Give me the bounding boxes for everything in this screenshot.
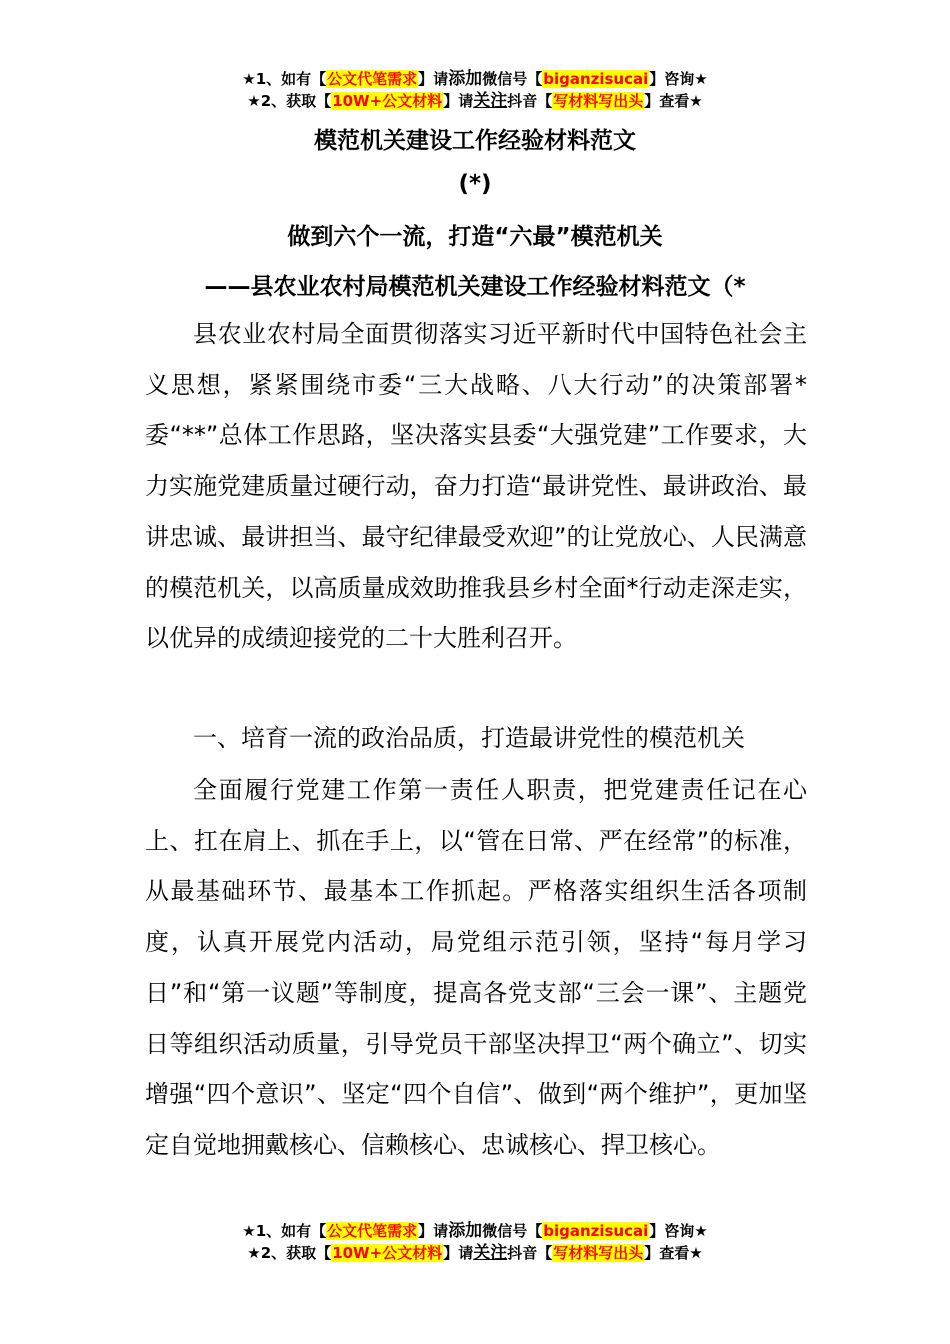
banner-line-1 <box>0 68 950 90</box>
document-number: (*) <box>458 171 492 197</box>
banner-text: 抖音【 <box>507 92 553 110</box>
banner-highlight: biganzisucai <box>543 70 649 88</box>
intro-paragraph: 县农业农村局全面贯彻落实习近平新时代中国特色社会主义思想，紧紧围绕市委“三大战略、八大行动”的决策部署*委“**”总体工作思路，坚决落实县委“大强党建”工作要求，大力实施党建质量过硬行动，奋力打造“最讲党性、最讲政治、最讲忠诚、最讲担当、最守纪律最受欢迎”的让党放心、人民满意的模范机关，以高质量成效助推我县乡村全面*行动走深走实，以优异的成绩迎接党的二十大胜利召开。 <box>145 320 807 653</box>
banner-line-2 <box>0 1242 950 1264</box>
banner-text: 】查看★ <box>644 92 703 110</box>
banner-text: 抖音【 <box>507 1244 553 1262</box>
banner-highlight: 公文代笔需求 <box>327 70 418 88</box>
banner-text: 】请 <box>443 92 474 110</box>
banner-text: ★2、获取【 <box>247 92 332 110</box>
section-heading-1: 一、培育一流的政治品质，打造最讲党性的模范机关 <box>193 724 745 752</box>
document-subtitle-source: ——县农业农村局模范机关建设工作经验材料范文（* <box>204 274 746 300</box>
banner-line-1 <box>0 1220 950 1242</box>
document-subtitle: 做到六个一流，打造“六最”模范机关 <box>287 224 663 250</box>
banner-text: 】查看★ <box>644 1244 703 1262</box>
banner-highlight: 10W+公文材料 <box>332 1244 443 1262</box>
banner-line-2 <box>0 90 950 112</box>
banner-highlight: biganzisucai <box>543 1222 649 1240</box>
banner-highlight: 写材料写出头 <box>553 1244 644 1262</box>
banner-text: 】请 <box>443 1244 474 1262</box>
banner-emphasis: 关注 <box>473 91 508 111</box>
banner-text: 】咨询★ <box>649 1222 708 1240</box>
banner-highlight: 公文代笔需求 <box>327 1222 418 1240</box>
banner-text: ★1、如有【 <box>242 1222 327 1240</box>
banner-text: 】请 <box>418 1222 449 1240</box>
banner-text: ★2、获取【 <box>247 1244 332 1262</box>
banner-text: 微信号【 <box>482 1222 543 1240</box>
top-banner <box>0 68 950 112</box>
banner-text: 】请 <box>418 70 449 88</box>
document-title: 模范机关建设工作经验材料范文 <box>314 128 636 154</box>
section-1-paragraph: 全面履行党建工作第一责任人职责，把党建责任记在心上、扛在肩上、抓在手上，以“管在日常、严在经常”的标准，从最基础环节、最基本工作抓起。严格落实组织生活各项制度，认真开展党内活动，局党组示范引领，坚持“每月学习日”和“第一议题”等制度，提高各党支部“三会一课”、主题党日等组织活动质量，引导党员干部坚决捍卫“两个确立”、切实增强“四个意识”、坚定“四个自信”、做到“两个维护”，更加坚定自觉地拥戴核心、信赖核心、忠诚核心、捍卫核心。 <box>145 776 807 1159</box>
banner-emphasis: 关注 <box>473 1243 508 1263</box>
banner-emphasis: 添加 <box>448 1221 483 1241</box>
banner-text: ★1、如有【 <box>242 70 327 88</box>
banner-emphasis: 添加 <box>448 69 483 89</box>
banner-text: 】咨询★ <box>649 70 708 88</box>
bottom-banner <box>0 1220 950 1264</box>
banner-highlight: 写材料写出头 <box>553 92 644 110</box>
banner-highlight: 10W+公文材料 <box>332 92 443 110</box>
banner-text: 微信号【 <box>482 70 543 88</box>
